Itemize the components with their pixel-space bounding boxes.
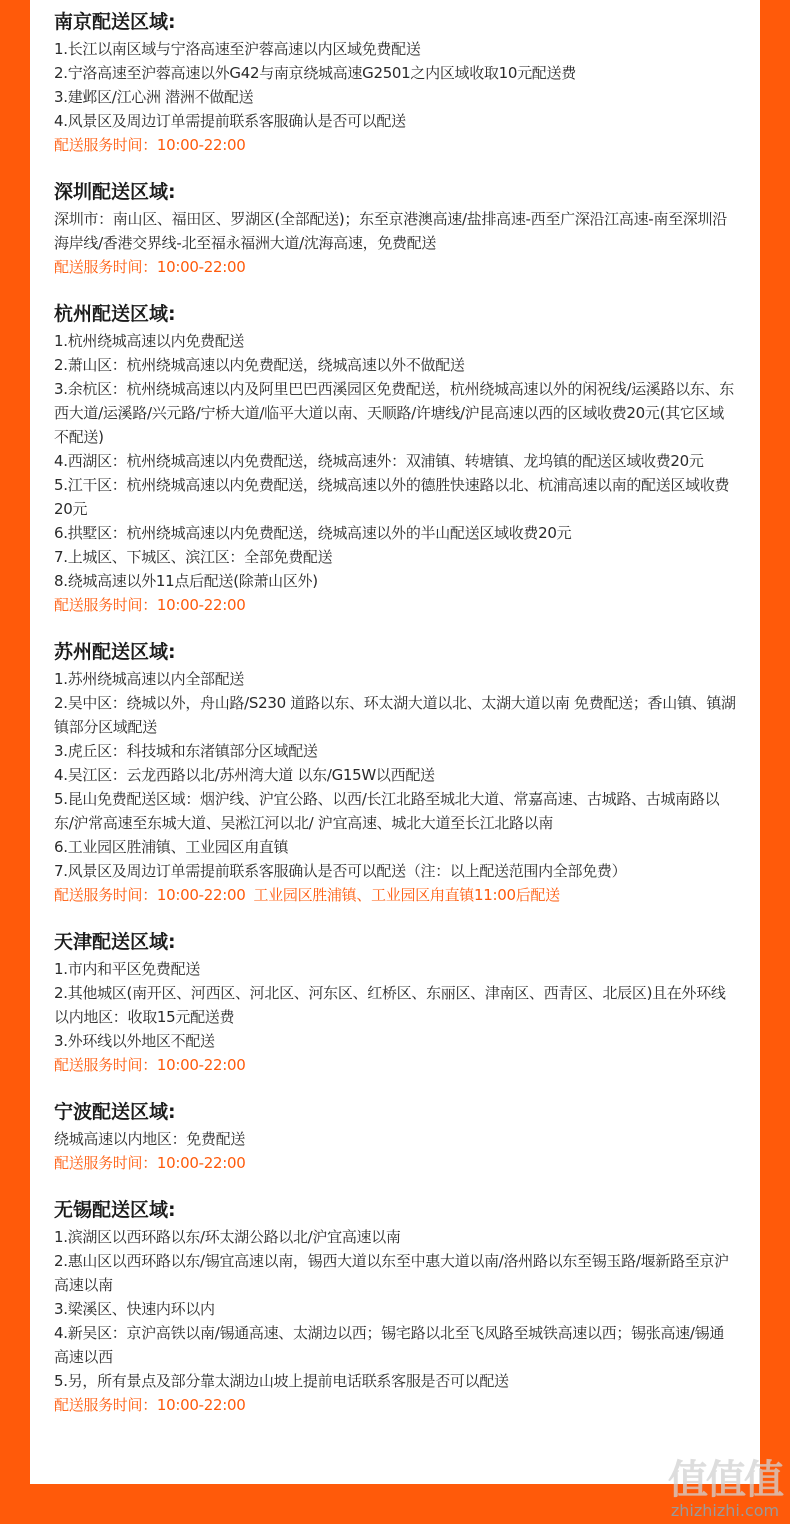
region-rule-line: 1.杭州绕城高速以内免费配送 — [54, 332, 245, 350]
region-title: 南京配送区域: — [54, 11, 176, 33]
region-list — [30, 0, 760, 1417]
delivery-hours-text: 配送服务时间：10:00-22:00 — [54, 596, 246, 614]
delivery-hours — [54, 1393, 738, 1417]
delivery-hours-text: 配送服务时间：10:00-22:00 — [54, 258, 246, 276]
region-rule-line: 2.吴中区：绕城以外，舟山路/S230 道路以东、环太湖大道以北、太湖大道以南 免费配送；香山镇、镇湖镇部分区域配送 — [54, 694, 736, 736]
region-title: 深圳配送区域: — [54, 181, 176, 203]
region-rule-line: 4.新吴区：京沪高铁以南/锡通高速、太湖边以西；锡宅路以北至飞凤路至城铁高速以西；锡张高速/锡通高速以西 — [54, 1324, 725, 1366]
region-rule-line: 1.长江以南区域与宁洛高速至沪蓉高速以内区域免费配送 — [54, 40, 421, 58]
region-section — [54, 300, 738, 617]
region-section — [54, 638, 738, 907]
region-rule-line: 1.苏州绕城高速以内全部配送 — [54, 670, 245, 688]
watermark-logo: 值值值 — [668, 1457, 782, 1503]
delivery-hours-extra: 工业园区胜浦镇、工业园区甪直镇11:00后配送 — [253, 886, 560, 904]
region-rule-line: 6.工业园区胜浦镇、工业园区甪直镇 — [54, 838, 289, 856]
region-title: 无锡配送区域: — [54, 1199, 176, 1221]
delivery-hours — [54, 883, 738, 907]
delivery-hours-text: 配送服务时间：10:00-22:00 — [54, 136, 246, 154]
watermark-url: zhizhizhi.com — [670, 1501, 780, 1520]
delivery-hours-text: 配送服务时间：10:00-22:00 — [54, 1154, 246, 1172]
region-rule-line: 6.拱墅区：杭州绕城高速以内免费配送，绕城高速以外的半山配送区域收费20元 — [54, 524, 572, 542]
region-rule-line: 深圳市：南山区、福田区、罗湖区(全部配送)；东至京港澳高速/盐排高速-西至广深沿江高速-南至深圳沿海岸线/香港交界线-北至福永福洲大道/沈海高速，免费配送 — [54, 210, 727, 252]
region-section — [54, 178, 738, 279]
delivery-info-panel — [30, 0, 760, 1484]
delivery-hours — [54, 1053, 738, 1077]
region-rule-line: 7.上城区、下城区、滨江区：全部免费配送 — [54, 548, 333, 566]
delivery-hours — [54, 1151, 738, 1175]
region-section — [54, 1098, 738, 1175]
region-rule-line: 4.吴江区：云龙西路以北/苏州湾大道 以东/G15W以西配送 — [54, 766, 435, 784]
region-title: 宁波配送区域: — [54, 1101, 176, 1123]
region-rule-line: 4.西湖区：杭州绕城高速以内免费配送，绕城高速外：双浦镇、转塘镇、龙坞镇的配送区域收费20元 — [54, 452, 704, 470]
region-rule-line: 3.梁溪区、快速内环以内 — [54, 1300, 215, 1318]
region-rule-line: 绕城高速以内地区：免费配送 — [54, 1130, 246, 1148]
region-rule-line: 7.风景区及周边订单需提前联系客服确认是否可以配送（注：以上配送范围内全部免费） — [54, 862, 627, 880]
region-rule-line: 2.其他城区(南开区、河西区、河北区、河东区、红桥区、东丽区、津南区、西青区、北辰区)且在外环线以内地区：收取15元配送费 — [54, 984, 726, 1026]
region-rule-line: 2.萧山区：杭州绕城高速以内免费配送，绕城高速以外不做配送 — [54, 356, 465, 374]
region-rule-line: 1.滨湖区以西环路以东/环太湖公路以北/沪宜高速以南 — [54, 1228, 401, 1246]
delivery-hours — [54, 255, 738, 279]
region-rule-line: 5.另，所有景点及部分靠太湖边山坡上提前电话联系客服是否可以配送 — [54, 1372, 509, 1390]
region-rule-line: 3.虎丘区：科技城和东渚镇部分区域配送 — [54, 742, 318, 760]
region-rule-line: 2.惠山区以西环路以东/锡宜高速以南，锡西大道以东至中惠大道以南/洛州路以东至锡玉路/堰新路至京沪高速以南 — [54, 1252, 729, 1294]
region-rule-line: 5.江干区：杭州绕城高速以内免费配送，绕城高速以外的德胜快速路以北、杭浦高速以南的配送区域收费20元 — [54, 476, 730, 518]
region-rule-line: 4.风景区及周边订单需提前联系客服确认是否可以配送 — [54, 112, 406, 130]
region-rule-line: 3.外环线以外地区不配送 — [54, 1032, 215, 1050]
region-section — [54, 928, 738, 1077]
region-section — [54, 1196, 738, 1417]
region-rule-line: 5.昆山免费配送区域：烟沪线、沪宜公路、以西/长江北路至城北大道、常嘉高速、古城路、古城南路以东/沪常高速至东城大道、吴淞江河以北/ 沪宜高速、城北大道至长江北路以南 — [54, 790, 720, 832]
delivery-hours-text: 配送服务时间：10:00-22:00 — [54, 1396, 246, 1414]
region-section — [54, 8, 738, 157]
delivery-hours-text: 配送服务时间：10:00-22:00 — [54, 1056, 246, 1074]
delivery-hours — [54, 593, 738, 617]
delivery-hours-text: 配送服务时间：10:00-22:00 — [54, 886, 246, 904]
region-title: 苏州配送区域: — [54, 641, 176, 663]
region-rule-line: 1.市内和平区免费配送 — [54, 960, 201, 978]
region-rule-line: 8.绕城高速以外11点后配送(除萧山区外) — [54, 572, 318, 590]
delivery-hours — [54, 133, 738, 157]
region-rule-line: 3.建邺区/江心洲 潜洲不做配送 — [54, 88, 254, 106]
region-rule-line: 3.余杭区：杭州绕城高速以内及阿里巴巴西溪园区免费配送，杭州绕城高速以外的闲祝线/运溪路以东、东西大道/运溪路/兴元路/宁桥大道/临平大道以南、天顺路/许塘线/沪昆高速以西的区域收费20元(其它区域不配送) — [54, 380, 734, 446]
watermark — [668, 1458, 782, 1520]
region-rule-line: 2.宁洛高速至沪蓉高速以外G42与南京绕城高速G2501之内区域收取10元配送费 — [54, 64, 576, 82]
region-title: 杭州配送区域: — [54, 303, 176, 325]
region-title: 天津配送区域: — [54, 931, 176, 953]
